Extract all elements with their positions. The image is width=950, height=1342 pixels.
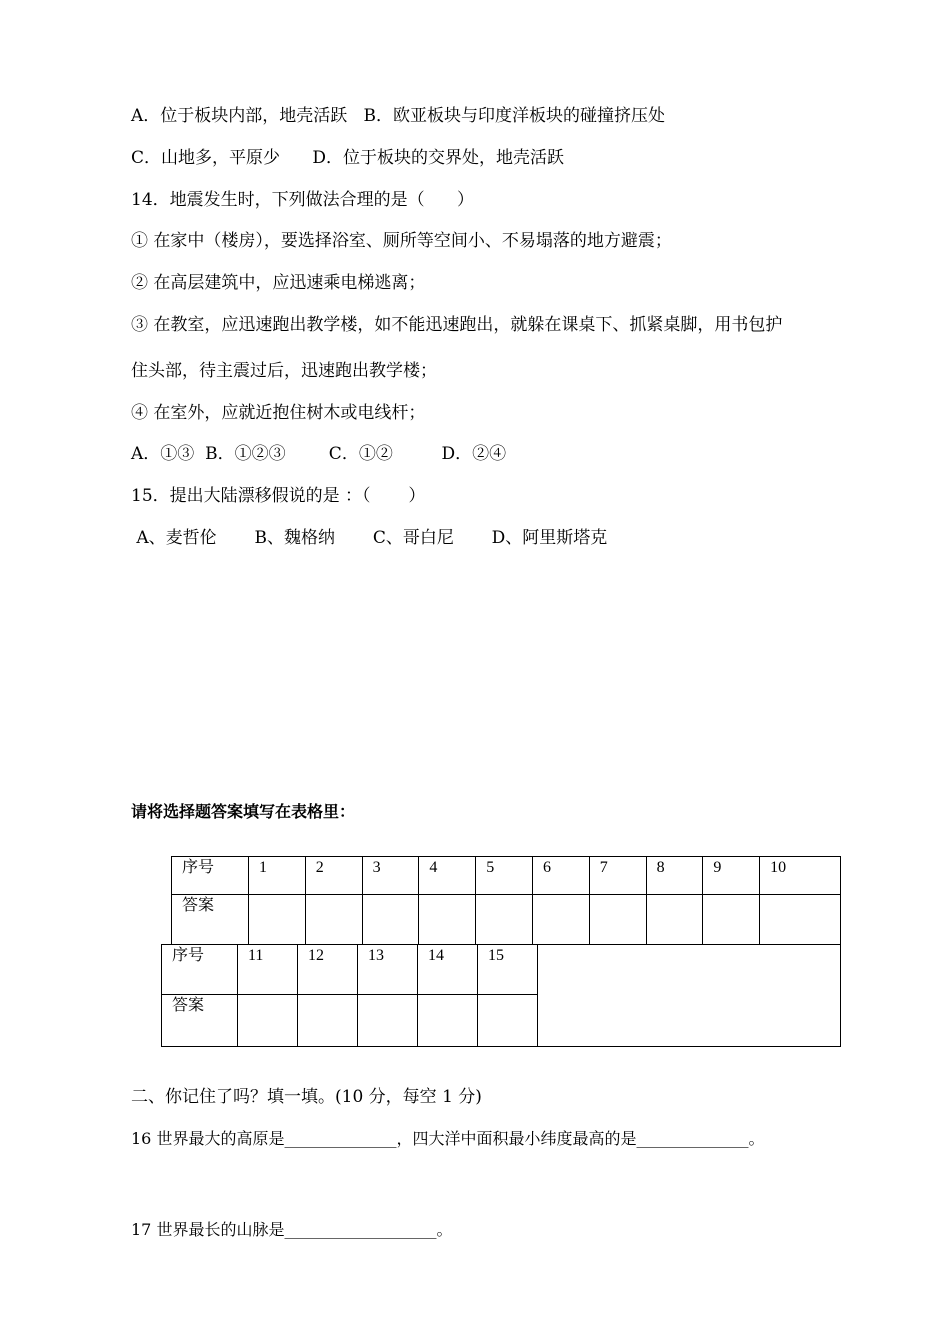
answer-cell[interactable] <box>249 895 306 945</box>
number-cell: 11 <box>238 945 298 995</box>
q15-stem: 15．提出大陆漂移假说的是 ：（ ） <box>131 486 426 506</box>
q14-item-3-line1: ③ 在教室，应迅速跑出教学楼，如不能迅速跑出，就躲在课桌下、抓紧桌脚，用书包护 <box>131 315 783 335</box>
answer-cell[interactable] <box>703 895 760 945</box>
number-cell: 9 <box>703 857 760 895</box>
number-cell: 8 <box>646 857 703 895</box>
row-header-label: 序号 <box>162 945 238 995</box>
number-cell: 14 <box>418 945 478 995</box>
number-cell: 1 <box>249 857 306 895</box>
row-header-label: 序号 <box>172 857 249 895</box>
q13-options-line2: C．山地多，平原少 D．位于板块的交界处，地壳活跃 <box>131 148 565 168</box>
number-cell: 12 <box>298 945 358 995</box>
answer-table-row2 <box>161 944 841 1047</box>
number-cell: 2 <box>305 857 362 895</box>
answer-cell[interactable] <box>532 895 589 945</box>
answer-cell[interactable] <box>362 895 419 945</box>
number-cell: 6 <box>532 857 589 895</box>
answer-label: 答案 <box>162 995 238 1047</box>
answer-cell[interactable] <box>646 895 703 945</box>
answer-table-instruction: 请将选择题答案填写在表格里： <box>131 802 356 821</box>
answer-table-row1 <box>171 856 841 945</box>
number-cell: 13 <box>358 945 418 995</box>
answer-cell[interactable] <box>305 895 362 945</box>
number-cell: 5 <box>476 857 533 895</box>
q16-fill-in: 16 世界最大的高原是______________，四大洋中面积最小纬度最高的是______________。 <box>131 1129 765 1148</box>
q14-item-2: ② 在高层建筑中，应迅速乘电梯逃离； <box>131 273 426 293</box>
empty-merged-cell <box>538 945 841 1047</box>
answer-cell[interactable] <box>238 995 298 1047</box>
answer-cell[interactable] <box>358 995 418 1047</box>
number-cell: 10 <box>760 857 841 895</box>
answer-cell[interactable] <box>478 995 538 1047</box>
answer-cell[interactable] <box>419 895 476 945</box>
number-cell: 3 <box>362 857 419 895</box>
q14-options: A．①③ B．①②③ C．①② D．②④ <box>131 444 507 464</box>
number-cell: 15 <box>478 945 538 995</box>
number-cell: 4 <box>419 857 476 895</box>
answer-cell[interactable] <box>298 995 358 1047</box>
q17-fill-in: 17 世界最长的山脉是___________________。 <box>131 1220 453 1239</box>
q14-item-3-line2: 住头部，待主震过后，迅速跑出教学楼； <box>131 361 437 381</box>
q14-stem: 14．地震发生时，下列做法合理的是（ ） <box>131 190 475 210</box>
q14-item-1: ① 在家中（楼房），要选择浴室、厕所等空间小、不易塌落的地方避震； <box>131 231 672 251</box>
answer-cell[interactable] <box>589 895 646 945</box>
number-cell: 7 <box>589 857 646 895</box>
answer-cell[interactable] <box>760 895 841 945</box>
q14-item-4: ④ 在室外，应就近抱住树木或电线杆； <box>131 403 426 423</box>
answer-cell[interactable] <box>418 995 478 1047</box>
section2-heading: 二、你记住了吗？填一填。(10 分，每空 1 分) <box>131 1087 482 1107</box>
answer-label: 答案 <box>172 895 249 945</box>
answer-cell[interactable] <box>476 895 533 945</box>
q13-options-line1: A．位于板块内部，地壳活跃 B．欧亚板块与印度洋板块的碰撞挤压处 <box>131 106 665 126</box>
q15-options: A、麦哲伦 B、魏格纳 C、哥白尼 D、阿里斯塔克 <box>131 528 608 548</box>
